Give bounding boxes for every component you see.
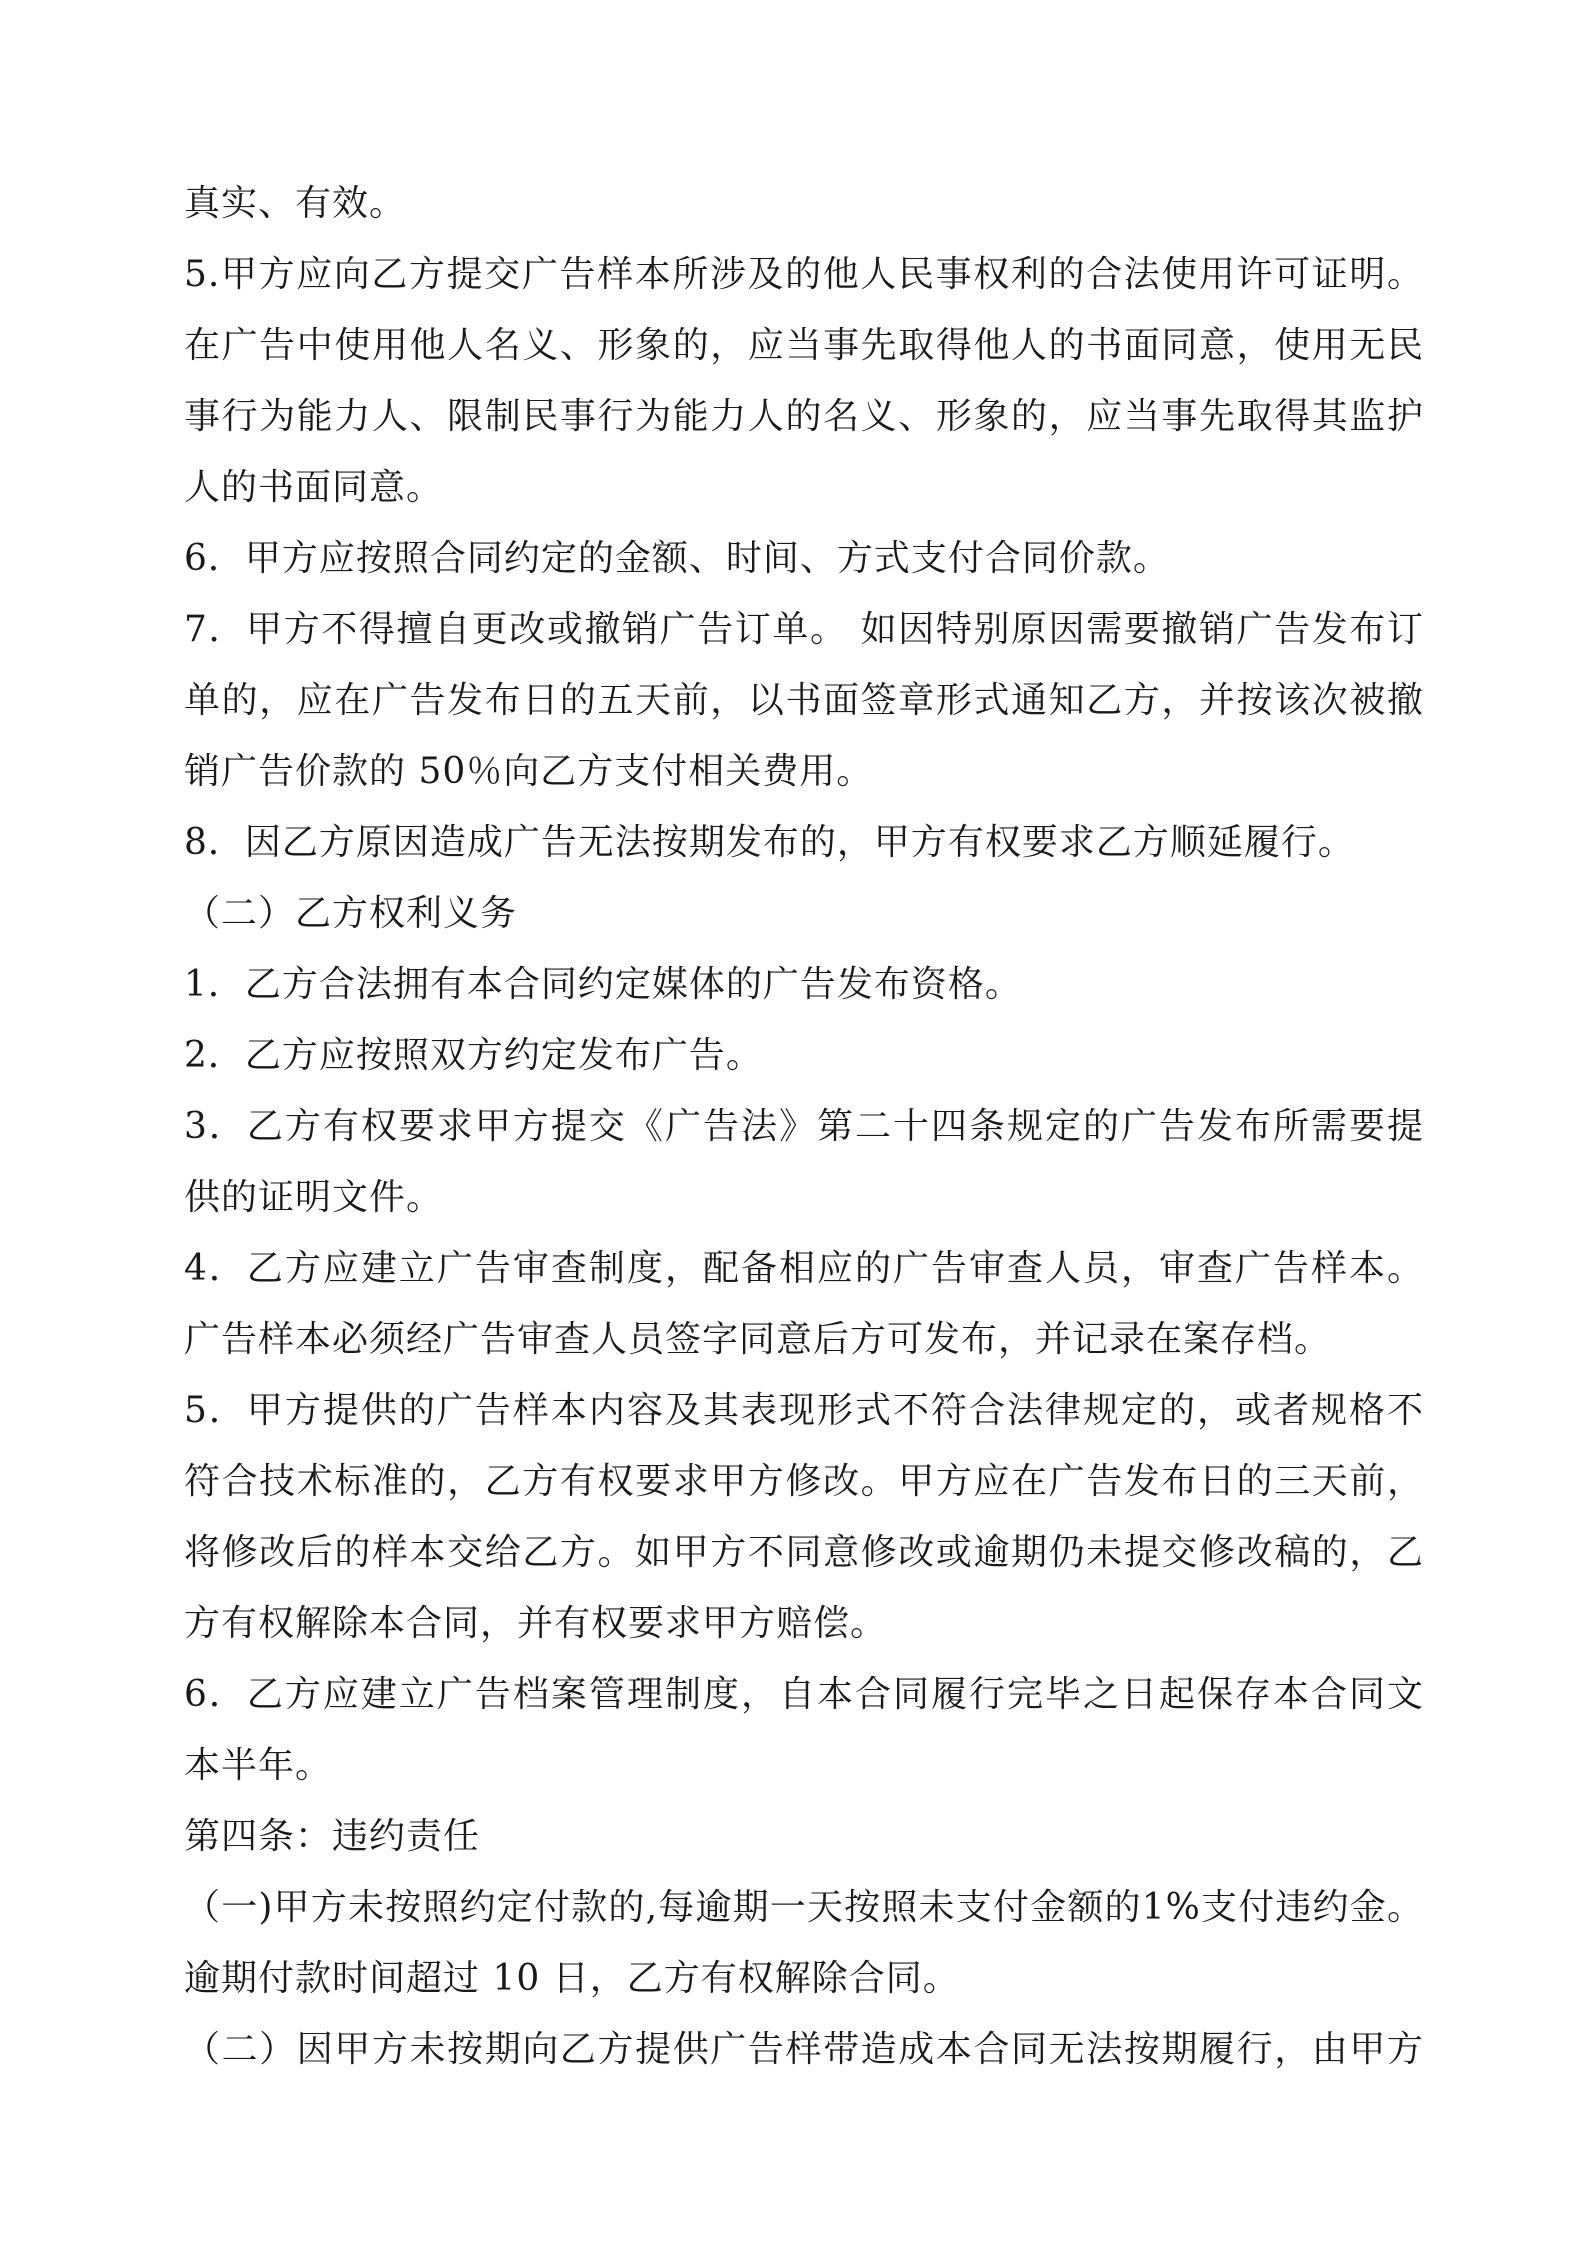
text-line: 人的书面同意。 — [184, 467, 444, 508]
text-line: 2．乙方应按照双方约定发布广告。 — [184, 1035, 763, 1076]
text-line: 6．甲方应按照合同约定的金额、时间、方式支付合同价款。 — [184, 538, 1170, 579]
text-line: 本半年。 — [184, 1745, 333, 1786]
text-line: （二）乙方权利义务 — [184, 893, 518, 934]
text-line: 在广告中使用他人名义、形象的，应当事先取得他人的书面同意，使用无民 — [184, 325, 1424, 366]
text-line: 真实、有效。 — [184, 183, 407, 224]
text-line: 5.甲方应向乙方提交广告样本所涉及的他人民事权利的合法使用许可证明。 — [184, 254, 1424, 295]
text-line: 供的证明文件。 — [184, 1177, 444, 1218]
text-line: 单的，应在广告发布日的五天前，以书面签章形式通知乙方，并按该次被撤 — [184, 680, 1424, 721]
text-line: （一)甲方未按照约定付款的,每逾期一天按照未支付金额的1%支付违约金。 — [184, 1887, 1424, 1928]
text-line: 符合技术标准的，乙方有权要求甲方修改。甲方应在广告发布日的三天前， — [184, 1461, 1424, 1502]
text-line: 方有权解除本合同，并有权要求甲方赔偿。 — [184, 1603, 888, 1644]
document-body — [184, 168, 1424, 2085]
text-line: 广告样本必须经广告审查人员签字同意后方可发布，并记录在案存档。 — [184, 1319, 1332, 1360]
text-line: 事行为能力人、限制民事行为能力人的名义、形象的，应当事先取得其监护 — [184, 396, 1424, 437]
text-line: 4．乙方应建立广告审查制度，配备相应的广告审查人员，审查广告样本。 — [184, 1248, 1424, 1289]
text-line: 6．乙方应建立广告档案管理制度，自本合同履行完毕之日起保存本合同文 — [184, 1674, 1424, 1715]
text-line: 7．甲方不得擅自更改或撤销广告订单。 如因特别原因需要撤销广告发布订 — [184, 609, 1424, 650]
text-line: 3．乙方有权要求甲方提交《广告法》第二十四条规定的广告发布所需要提 — [184, 1106, 1424, 1147]
text-line: （二）因甲方未按期向乙方提供广告样带造成本合同无法按期履行，由甲方 — [184, 2029, 1424, 2070]
text-line: 销广告价款的 50％向乙方支付相关费用。 — [184, 751, 874, 792]
text-line: 将修改后的样本交给乙方。如甲方不同意修改或逾期仍未提交修改稿的，乙 — [184, 1532, 1424, 1573]
text-line: 8．因乙方原因造成广告无法按期发布的，甲方有权要求乙方顺延履行。 — [184, 822, 1355, 863]
text-line: 5．甲方提供的广告样本内容及其表现形式不符合法律规定的，或者规格不 — [184, 1390, 1424, 1431]
text-line: 1．乙方合法拥有本合同约定媒体的广告发布资格。 — [184, 964, 1022, 1005]
text-line: 第四条：违约责任 — [184, 1816, 481, 1857]
text-line: 逾期付款时间超过 10 日，乙方有权解除合同。 — [184, 1958, 960, 1999]
